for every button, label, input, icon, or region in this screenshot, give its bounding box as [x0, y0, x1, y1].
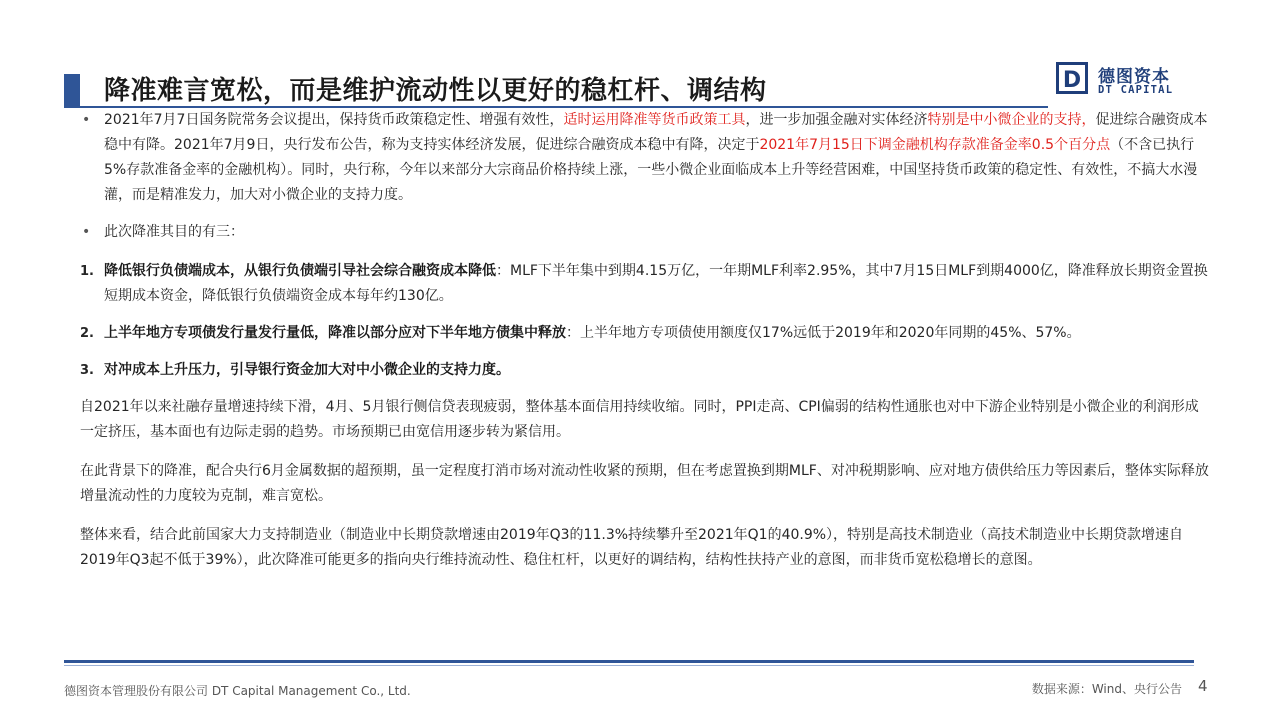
- logo-mark-letter: D: [1062, 68, 1082, 93]
- paragraph-credit-contraction: 自2021年以来社融存量增速持续下滑，4月、5月银行侧信贷表现疲弱，整体基本面信用持续收缩。同时，PPI走高、CPI偏弱的结构性通胀也对中下游企业特别是小微企业的利润形成一定挤压，基本面也有边际走弱的趋势。市场预期已由宽信用逐步转为紧信用。: [80, 399, 1199, 440]
- number-marker: 1.: [80, 264, 94, 279]
- number-marker: 3.: [80, 363, 94, 378]
- footer-company: 德图资本管理股份有限公司 DT Capital Management Co., Ltd.: [64, 684, 411, 698]
- bullet-policy-background: • 2021年7月7日国务院常务会议提出，保持货币政策稳定性、增强有效性，适时运用降准等货币政策工具，进一步加强金融对实体经济特别是中小微企业的支持，促进综合融资成本稳中有降。2021年7月9日，央行发布公告，称为支持实体经济发展，促进综合融资成本稳中有降，决定于2021年7月15日下调金融机构存款准备金率0.5个百分点（不含已执行5%存款准备金率的金融机构）。同时，央行称，今年以来部分大宗商品价格持续上涨，一些小微企业面临成本上升等经营困难，中国坚持货币政策的稳定性、有效性，不搞大水漫灌，而是精准发力，加大对小微企业的支持力度。: [80, 108, 1210, 208]
- company-logo: [1056, 62, 1196, 102]
- bullet-marker: •: [82, 112, 91, 128]
- paragraph-overall-view: 整体来看，结合此前国家大力支持制造业（制造业中长期贷款增速由2019年Q3的11.3%持续攀升至2021年Q1的40.9%），特别是高技术制造业（高技术制造业中长期贷款增速自2019年Q3起不低于39%），此次降准可能更多的指向央行维持流动性、稳住杠杆，以更好的调结构，结构性扶持产业的意图，而非货币宽松稳增长的意图。: [80, 527, 1184, 568]
- bullet-marker: •: [82, 224, 91, 240]
- footer-source: 数据来源：Wind、央行公告: [1031, 682, 1182, 696]
- number-marker: 2.: [80, 326, 94, 341]
- footer-divider-thin: [64, 665, 1194, 666]
- numbered-item-1: 1. 降低银行负债端成本，从银行负债端引导社会综合融资成本降低：MLF下半年集中到期4.15万亿，一年期MLF利率2.95%，其中7月15日MLF到期4000亿，降准释放长期资金置换短期成本资金，降低银行负债端资金成本每年约130亿。: [80, 259, 1210, 309]
- page-title: 降准难言宽松，而是维护流动性以更好的稳杠杆、调结构: [104, 76, 767, 106]
- numbered-item-2: 2. 上半年地方专项债发行量发行量低，降准以部分应对下半年地方债集中释放：上半年地方专项债使用额度仅17%远低于2019年和2020年同期的45%、57%。: [80, 321, 1210, 346]
- paragraph-rrr-context: 在此背景下的降准，配合央行6月金属数据的超预期，虽一定程度打消市场对流动性收紧的预期，但在考虑置换到期MLF、对冲税期影响、应对地方债供给压力等因素后，整体实际释放增量流动性的力度较为克制，难言宽松。: [80, 463, 1209, 504]
- bullet-purposes-intro: • 此次降准其目的有三：: [80, 220, 1210, 245]
- slide-content: [80, 108, 1210, 573]
- logo-cn-text: 德图资本: [1098, 67, 1170, 87]
- dt-logo-icon: [1056, 62, 1088, 94]
- numbered-item-3: 3. 对冲成本上升压力，引导银行资金加大对中小微企业的支持力度。: [80, 358, 1210, 383]
- logo-en-text: DT CAPITAL: [1098, 84, 1174, 96]
- title-accent-bar: [64, 74, 80, 106]
- footer-divider: [64, 660, 1194, 663]
- page-number: 4: [1198, 677, 1208, 695]
